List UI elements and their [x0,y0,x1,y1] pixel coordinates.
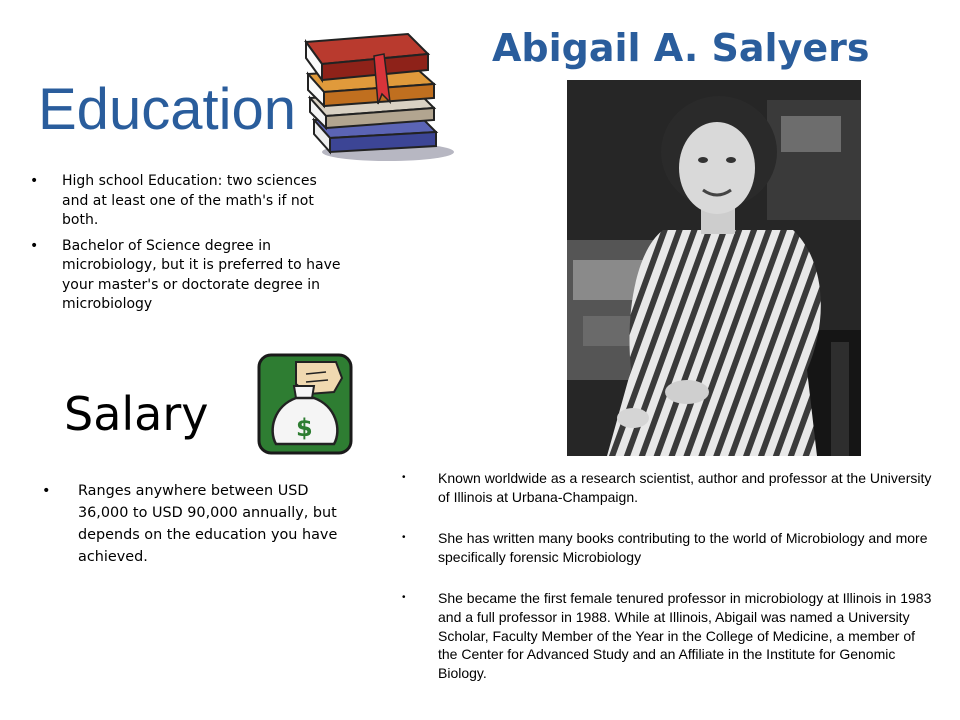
person-name-title: Abigail A. Salyers [492,26,870,70]
bullet: • [30,237,39,254]
books-icon [300,28,458,164]
list-item [402,589,938,682]
bio-list [402,469,938,705]
money-bag-icon [256,352,354,456]
education-list [30,172,344,321]
bullet: • [402,592,406,604]
bio-item-text: Known worldwide as a research scientist, author and professor at the University of Illinois at Urbana-Champaign. [438,470,932,505]
bio-item-text: She became the first female tenured professor in microbiology at Illinois in 1983 and a full professor in 1988. While at Illinois, Abigail was named a University Scholar, Faculty Member of the Year in the College of Medicine, a member of the Center for Advanced Study and an Affiliate in the Institute for Genomic Biology. [438,590,932,681]
bullet: • [402,472,406,483]
salary-item-text: Ranges anywhere between USD 36,000 to USD 90,000 annually, but depends on the education you have achieved. [78,483,338,565]
list-item [30,172,344,231]
bullet: • [42,483,51,499]
list-item [402,529,938,566]
list-item [30,237,344,315]
bullet: • [402,532,406,544]
bio-item-text: She has written many books contributing to the world of Microbiology and more specifically forensic Microbiology [438,530,928,565]
list-item [402,469,938,506]
salary-list [42,480,338,568]
svg-text:$: $ [296,414,313,442]
portrait-photo [567,80,861,456]
education-heading: Education [38,77,296,142]
education-item-text: Bachelor of Science degree in microbiology, but it is preferred to have your master's or doctorate degree in microbiology [62,237,341,312]
bullet: • [30,173,39,189]
education-item-text: High school Education: two sciences and at least one of the math's if not both. [62,173,317,228]
salary-heading: Salary [64,387,209,441]
list-item [42,480,338,568]
